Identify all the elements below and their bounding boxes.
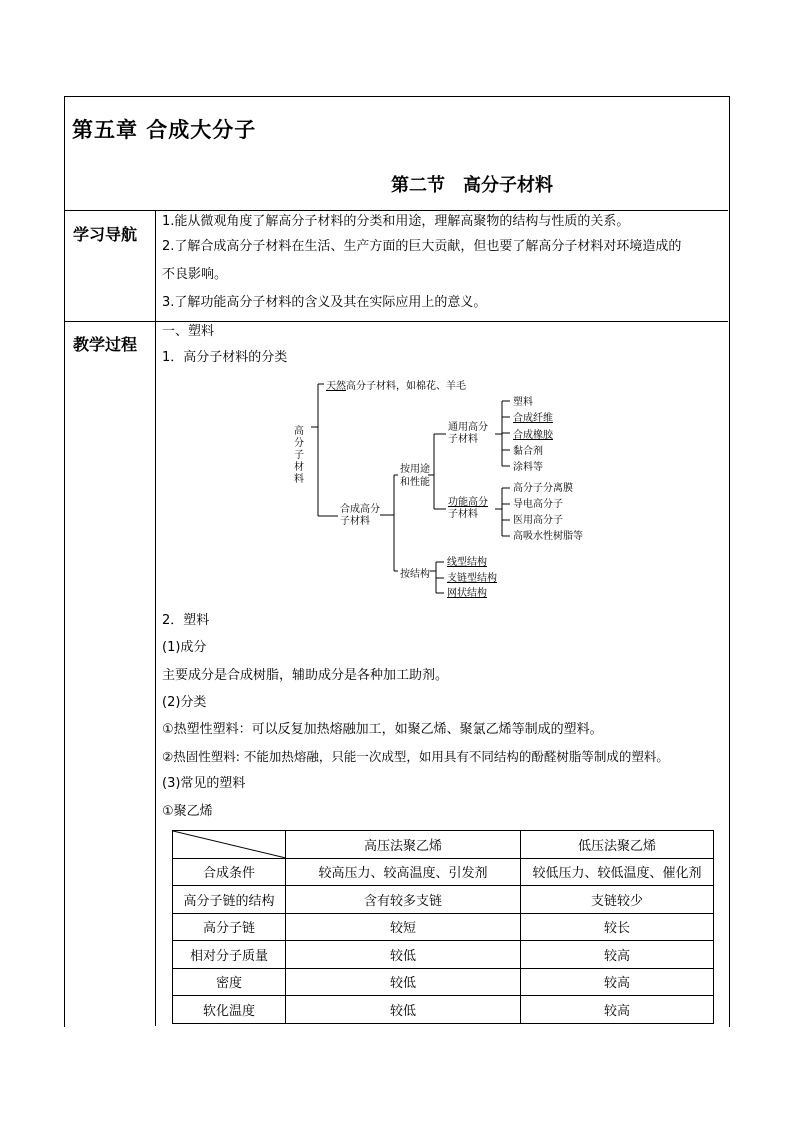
process-label: 教学过程 bbox=[73, 335, 138, 354]
table-cell: 支链较少 bbox=[521, 886, 714, 914]
paragraph: ②热固性塑料: 不能加热熔融，只能一次成型，如用具有不同结构的酚醛树脂等制成的塑料。 bbox=[162, 749, 669, 764]
table-row bbox=[173, 913, 714, 941]
paragraph: 主要成分是合成树脂，辅助成分是各种加工助剂。 bbox=[162, 668, 449, 683]
diagonal-header-cell bbox=[173, 831, 286, 859]
table-row bbox=[173, 996, 714, 1024]
divider bbox=[64, 321, 728, 322]
row-label: 高分子链的结构 bbox=[173, 886, 286, 914]
row-label: 软化温度 bbox=[173, 996, 286, 1024]
guide-line: 2.了解合成高分子材料在生活、生产方面的巨大贡献，但也要了解高分子材料对环境造成的 bbox=[162, 239, 682, 254]
table-row bbox=[173, 886, 714, 914]
tree-general-node: 通用高分 子材料 bbox=[448, 422, 488, 445]
table-row bbox=[173, 968, 714, 996]
paragraph: (1)成分 bbox=[162, 640, 207, 655]
diagonal-line bbox=[173, 831, 286, 858]
tree-by-use-node: 按用途 和性能 bbox=[400, 464, 430, 488]
column-divider bbox=[155, 210, 156, 1026]
tree-functional-node: 功能高分 子材料 bbox=[448, 497, 488, 520]
tree-natural-node: 天然高分子材料，如棉花、羊毛 bbox=[326, 381, 466, 392]
column-header: 高压法聚乙烯 bbox=[286, 831, 521, 859]
table-cell: 含有较多支链 bbox=[286, 886, 521, 914]
table-cell: 较高 bbox=[521, 968, 714, 996]
paragraph: ①热塑性塑料：可以反复加热熔融加工，如聚乙烯、聚氯乙烯等制成的塑料。 bbox=[162, 722, 603, 737]
subheading-classification: 1．高分子材料的分类 bbox=[162, 350, 288, 365]
paragraph: ①聚乙烯 bbox=[162, 804, 213, 819]
column-header: 低压法聚乙烯 bbox=[521, 831, 714, 859]
table-cell: 较高 bbox=[521, 941, 714, 969]
polyethylene-table bbox=[172, 830, 714, 1024]
paragraph: (3)常见的塑料 bbox=[162, 776, 246, 791]
table-row bbox=[173, 858, 714, 886]
table-cell: 较高压力、较高温度、引发剂 bbox=[286, 858, 521, 886]
subheading-plastics: 2．塑料 bbox=[162, 613, 210, 628]
table-cell: 较低压力、较低温度、催化剂 bbox=[521, 858, 714, 886]
guide-line: 3.了解功能高分子材料的含义及其在实际应用上的意义。 bbox=[162, 295, 487, 310]
table-cell: 较低 bbox=[286, 968, 521, 996]
chapter-title: 第五章 合成大分子 bbox=[72, 118, 257, 142]
guide-label: 学习导航 bbox=[73, 225, 138, 244]
row-label: 高分子链 bbox=[173, 913, 286, 941]
tree-root: 高 分 子 材 料 bbox=[294, 426, 304, 485]
table-cell: 较低 bbox=[286, 941, 521, 969]
table-header-row bbox=[173, 831, 714, 859]
table-cell: 较低 bbox=[286, 996, 521, 1024]
table-cell: 较长 bbox=[521, 913, 714, 941]
tree-by-structure-node: 按结构 bbox=[400, 569, 430, 580]
table-row bbox=[173, 941, 714, 969]
tree-structure-items: 线型结构 支链型结构 网状结构 bbox=[447, 557, 497, 599]
table-cell: 较高 bbox=[521, 996, 714, 1024]
row-label: 合成条件 bbox=[173, 858, 286, 886]
tree-functional-items: 高分子分离膜 导电高分子 医用高分子 高吸水性树脂等 bbox=[513, 483, 583, 542]
row-label: 密度 bbox=[173, 968, 286, 996]
heading-plastics: 一、塑料 bbox=[162, 324, 215, 339]
guide-line: 不良影响。 bbox=[162, 267, 228, 282]
section-title: 第二节 高分子材料 bbox=[391, 175, 553, 196]
divider bbox=[64, 210, 728, 211]
table-cell: 较短 bbox=[286, 913, 521, 941]
paragraph: (2)分类 bbox=[162, 695, 207, 710]
tree-general-items: 塑料 合成纤维 合成橡胶 黏合剂 涂料等 bbox=[513, 397, 553, 474]
tree-synthetic-node: 合成高分 子材料 bbox=[340, 504, 380, 527]
guide-line: 1.能从微观角度了解高分子材料的分类和用途，理解高聚物的结构与性质的关系。 bbox=[162, 214, 630, 229]
row-label: 相对分子质量 bbox=[173, 941, 286, 969]
